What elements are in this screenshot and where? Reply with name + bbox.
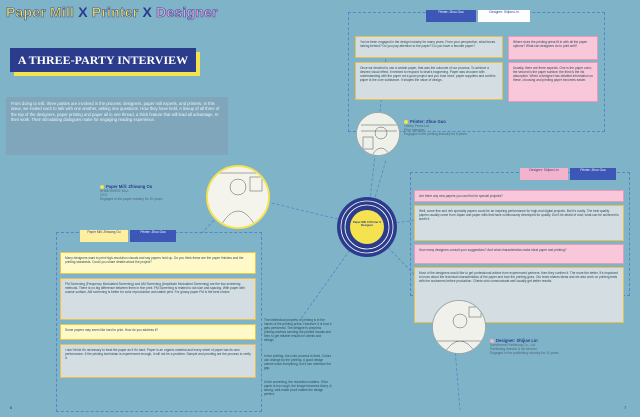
header-x: X <box>142 4 153 20</box>
header-word-paper-mill: Paper Mill <box>6 4 75 20</box>
designer-company: Sanxiforms Publishing Co., Ltd. <box>490 343 536 347</box>
top-answer-2: Usually, there are three aspects. One is the paper color; the second is the paper surface; the third is the ink absorption. When a designer has detailed information on these, choosing and printing paper becomes easier. <box>508 62 598 102</box>
center-paragraph-1: The intellectual property of printing is in the hands of the printing press. However, it is how it gets performed. The designer's prepress printing advises sending the printed visuals and then to get reliable results for clients and design. <box>264 318 332 343</box>
mill-info <box>100 184 205 201</box>
printer-name: Printer: Zhuo Guo <box>410 119 446 124</box>
page-number-left: 6 <box>10 405 13 410</box>
left-answer-2: I don't think it's necessary to treat the paper as if it's hard. Paper is an organic material and every sheet of paper has its own performance. If the printing technician is experienced enough, it will not be a problem. Sample and proofing are the process to verify it. <box>60 344 256 378</box>
right-question-2: How many designers consult your suggestions? And what characteristics make ideal paper and printing? <box>414 244 624 264</box>
mill-name: Paper Mill: Zhiwang Ou <box>106 184 153 189</box>
header-word-designer: Designer <box>156 4 218 20</box>
printer-company: Liberty Press Ltd. <box>404 124 430 128</box>
page-header <box>6 4 218 20</box>
printer-info <box>404 119 514 136</box>
page-number-right: 7 <box>624 405 627 410</box>
hub-label: Paper Mill X Printer X Designer <box>352 220 382 228</box>
designer-portrait <box>432 300 486 354</box>
center-paragraph-3: In the screening, the resolution matters. If the paper is too rough, the image becomes blurry. A strong, well-made proof makes the design perfect. <box>264 380 332 397</box>
header-x: X <box>78 4 88 20</box>
right-answer-1: Well, some fine and rich specialty papers could be an inspiring performance for high-end digital projects. But it's costly. The best quality papers usually come from Japan and paper mills that have continuously developed for quality. Don't be afraid of cost; what can be achieved is worth it. <box>414 205 624 241</box>
banner-title: A THREE-PARTY INTERVIEW <box>17 53 189 67</box>
right-answer-2: Most of the designers would like to get professional advice from experienced partners, then they confirm it. The more the better. It's important to know about the technical characteristics of the paper and how the printing goes. Our team shares ideas and we also work on printing tests with the customers before production. Clients who communicate well usually get better results. <box>414 267 624 323</box>
mill-experience: Engaged in the paper industry for 20 years <box>100 197 163 201</box>
printer-portrait-sketch <box>357 113 400 156</box>
header-word-printer: Printer <box>91 4 139 20</box>
printer-role: Print manager <box>404 128 425 132</box>
printer-experience: Engaged in the printing industry for 8 years <box>404 132 467 136</box>
top-question-1: You've been engaged in the design industry for many years. From your perspective, what forces lurking behind? Do you pay attention to the paper? Do you have a favorite paper? <box>355 36 503 58</box>
intro-paragraph: From doing to mill, three parties are involved in the process: designers, paper mill experts, and printers. In this issue, we invited each to talk with one another, asking one questions. How they have held. A lineup of all three of the top of the designers, paper printing and paper all in one thread, a thick feature that will lead all advantage. In their work. Their stimulating dialogues make for engaging reading experience. <box>6 97 228 155</box>
left-question-1: Many designers want to print high-resolution visuals and say papers hold up. Do you think these are the paper finishes and the printing standards. Could you share details about the project? <box>60 252 256 274</box>
mill-role: CEO <box>100 193 108 197</box>
center-paragraph-2: In the printing, the color process is fixed. Colors can change by the printing. A good design cannot solve everything, but it can minimize the gap. <box>264 354 332 371</box>
tag-right-printer: Printer: Zhuo Guo <box>570 168 616 180</box>
printer-portrait <box>356 112 400 156</box>
top-answer-1: Once we decided to use a certain paper, that was the outcome of our process. To achieve a desired visual effect, it needed to respond to what's happening. Paper was choosen with understanding with the paper art a good project and you trust more, paper suppliers and confirm paper is the core substance. It shapes the value of design. <box>355 62 503 100</box>
mill-portrait-sketch <box>208 167 268 227</box>
tag-top-printer: Printer: Zhuo Guo <box>426 10 476 22</box>
designer-experience: Engaged in the publishing industry for 11 years <box>490 351 559 355</box>
tag-left-mill: Paper Mill: Zhiwang Ou <box>80 230 128 242</box>
left-answer-1: FM Screening (Frequency Modulated Screening) and AM Screening (Amplitude Modulated Screening) are the two screening methods. There is no big difference between them in fine print. FM Screening is related to dot size and spacing. With paper with coarse surface, AM screening is better for color reproduction and stable print. For glossy paper FM is the best choice. <box>60 278 256 320</box>
designer-portrait-sketch <box>433 301 486 354</box>
designer-name: Designer: Shijian Lin <box>496 338 538 343</box>
top-question-2: Where does the printing press fit in with all the paper options? What can designers do to print well? <box>508 36 598 60</box>
designer-role: Publishing director & art director <box>490 347 537 351</box>
right-question-1: Are there any new papers you can find for special projects? <box>414 190 624 202</box>
designer-info <box>490 338 610 355</box>
left-question-2: Some papers may seem like hard to print. How do you address it? <box>60 324 256 340</box>
tag-left-printer: Printer: Zhuo Guo <box>130 230 176 242</box>
tag-right-designer: Designer: Shijian Lin <box>520 168 568 180</box>
mill-company: SHIMOSHIRE MILL <box>100 189 130 193</box>
mill-portrait <box>206 165 270 229</box>
tag-top-designer: Designer: Shijian Lin <box>478 10 530 22</box>
